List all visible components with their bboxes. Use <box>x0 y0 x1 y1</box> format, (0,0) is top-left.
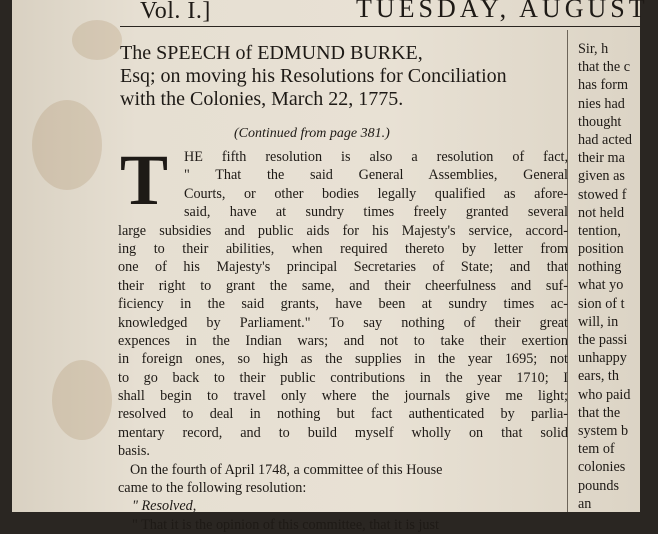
issue-date: TUESDAY, AUGUST <box>356 0 649 23</box>
paper-stain <box>72 20 122 60</box>
right-column-line: ears, th <box>578 368 619 385</box>
continued-note: (Continued from page 381.) <box>234 126 390 141</box>
body-line: mentary record, and to build myself wholly on that solid <box>118 424 568 441</box>
body-line: ficiency in the said grants, have been at sundry times ac- <box>118 296 568 313</box>
right-column-line: given as <box>578 168 625 185</box>
body-line: said, have at sundry times freely granted several <box>184 204 568 221</box>
right-column-line: who paid <box>578 386 631 403</box>
body-line: their right to grant the same, and their cheerfulness and suf- <box>118 277 568 294</box>
right-column-line: what yo <box>578 277 624 294</box>
right-column-text <box>578 40 658 513</box>
body-line: knowledged by Parliament." To say nothing of their great <box>118 314 568 331</box>
body-line: " That the said General Assemblies, General <box>184 167 568 184</box>
body-line: shall begin to travel only where the journals give me light; <box>118 388 568 405</box>
volume-label: Vol. I.] <box>140 0 211 24</box>
right-column-line: tention, <box>578 222 621 239</box>
paper-stain <box>52 360 112 440</box>
article-body <box>118 140 568 534</box>
right-column-line: stowed f <box>578 186 627 203</box>
body-line: " That it is the opinion of this committee, that it is just <box>132 516 439 533</box>
title-line: The SPEECH of EDMUND BURKE, <box>120 42 423 64</box>
body-line: " Resolved, <box>132 498 197 515</box>
body-line: On the fourth of April 1748, a committee of this House <box>130 461 443 478</box>
body-line: came to the following resolution: <box>118 480 307 497</box>
right-column-line: Sir, h <box>578 41 609 57</box>
right-column-line: had acted <box>578 131 632 148</box>
right-column-line: colonies <box>578 459 626 476</box>
right-column-line: tem of <box>578 441 615 458</box>
right-column-line: system b <box>578 422 629 439</box>
right-column-line: nies had <box>578 95 625 112</box>
body-line: basis. <box>118 443 150 460</box>
right-column-line: that the <box>578 404 621 421</box>
right-column-line: position <box>578 241 624 258</box>
right-column-line: nothing <box>578 259 622 276</box>
paper-stain <box>32 100 102 190</box>
right-column-line: unhappy <box>578 350 627 367</box>
body-line: ing to their abilities, when required thereto by letter from <box>118 240 568 257</box>
right-column-line: an <box>578 495 592 512</box>
right-column-line: pounds <box>578 477 619 494</box>
right-column-line: that the c <box>578 59 630 76</box>
right-column-line: not held <box>578 204 625 221</box>
body-line: one of his Majesty's principal Secretaries of State; and that <box>118 259 568 276</box>
right-column-line: will, in <box>578 313 619 330</box>
article-title <box>120 42 560 111</box>
right-column-line: their ma <box>578 150 625 167</box>
newspaper-page <box>12 0 649 533</box>
right-column-line: sion of t <box>578 295 625 312</box>
title-line: with the Colonies, March 22, 1775. <box>120 88 404 110</box>
body-line: in foreign ones, so high as the supplies in the year 1695; not <box>118 351 568 368</box>
header-rule <box>120 26 640 27</box>
right-column-line: the passi <box>578 332 628 348</box>
body-line: large subsidies and public aids for his Majesty's service, accord- <box>118 222 568 239</box>
right-column-line: thought <box>578 113 622 130</box>
body-line: expences in the Indian wars; and not to take their exertion <box>118 332 568 349</box>
body-line: HE fifth resolution is also a resolution of fact, <box>184 149 568 165</box>
body-line: Courts, or other bodies legally qualified as afore- <box>184 185 568 202</box>
right-column-line: has form <box>578 77 629 94</box>
body-line: resolved to deal in nothing but fact authenticated by parlia- <box>118 406 568 423</box>
title-line: Esq; on moving his Resolutions for Conciliation <box>120 65 507 87</box>
drop-cap: T <box>120 140 169 220</box>
body-line: to go back to their public contributions in the year 1710; I <box>118 369 568 386</box>
